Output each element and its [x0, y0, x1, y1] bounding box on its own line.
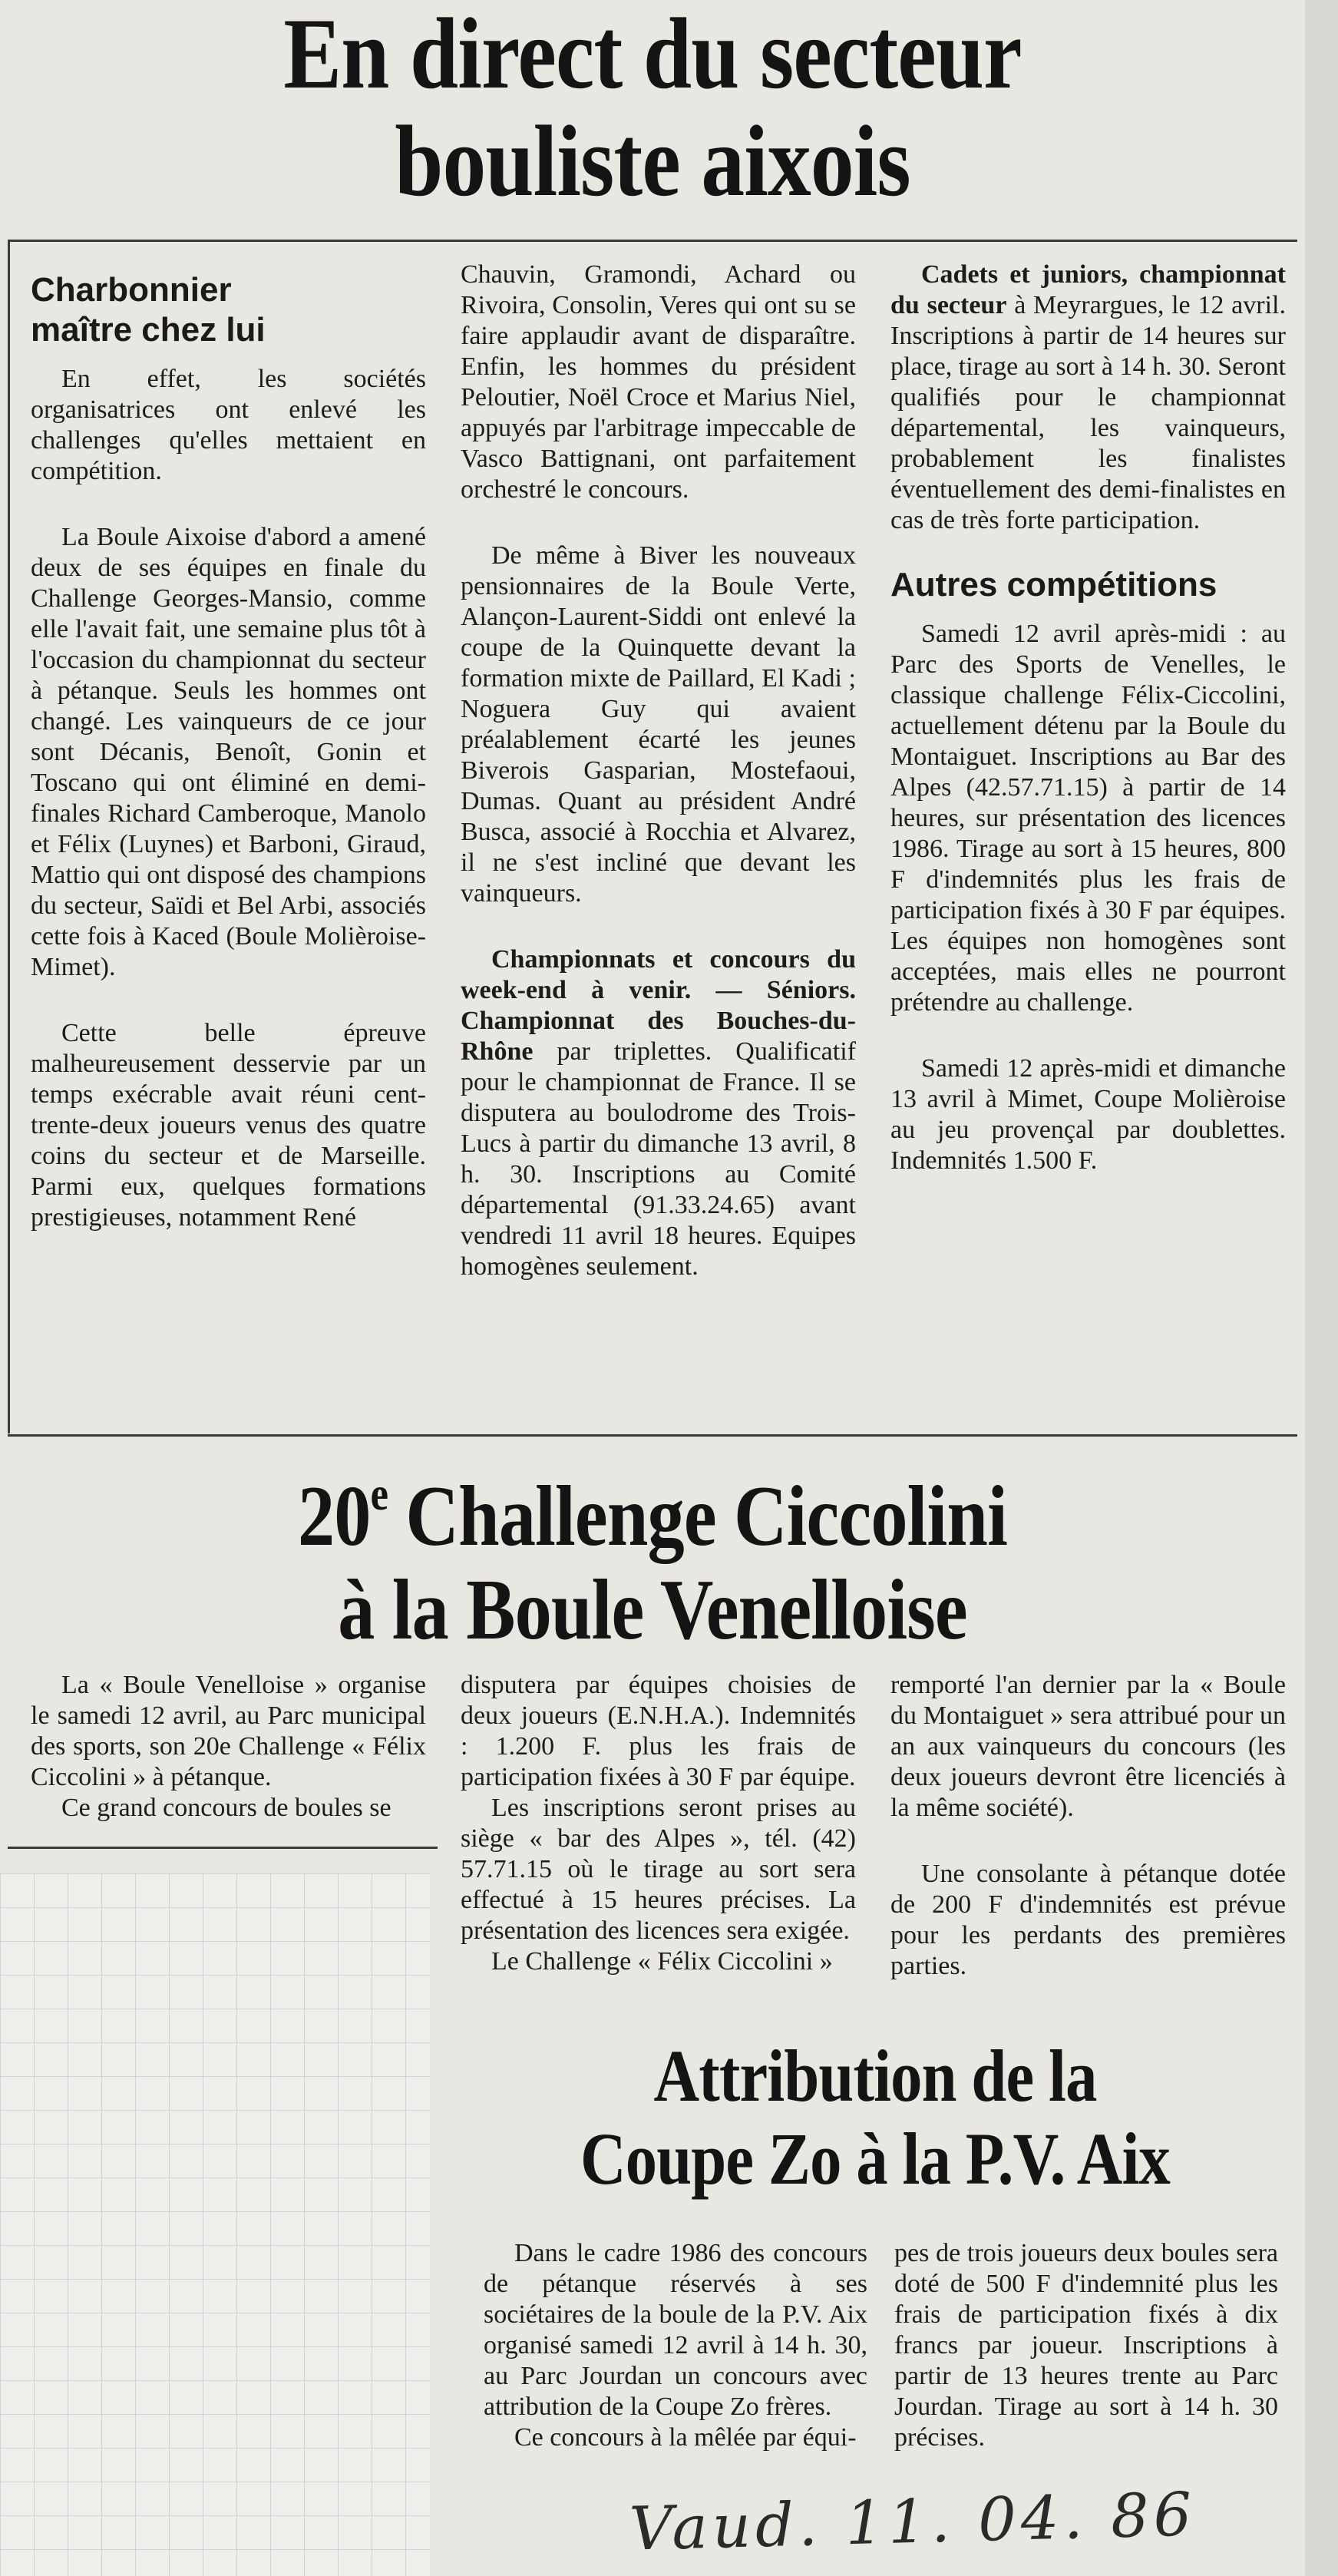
article1-column-1	[31, 270, 426, 1233]
article1-col2-paragraph: De même à Biver les nouveaux pensionnaires de la Boule Verte, Alançon-Laurent-Siddi ont enlevé la coupe de la Quinquette devant la formation mixte de Paillard, El Kadi ; Noguera Guy qui avaient préalablement écarté les jeunes Biverois Gasparian, Mostefaoui, Dumas. Quant au président André Busca, associé à Rocchia et Alvarez, il ne s'est incliné que devant les vainqueurs.	[461, 541, 856, 908]
article2-col1-paragraph: La « Boule Venelloise » organise le samedi 12 avril, au Parc municipal des sports, son 20e Challenge « Félix Ciccolini » à pétanque.	[31, 1671, 426, 1791]
championship-label: Championnats et concours du week-end à venir. — Séniors. Championnat des Bouches-du-Rhône	[461, 945, 856, 1066]
article1-subhead	[31, 270, 426, 350]
article2-col3-paragraph: remporté l'an dernier par la « Boule du Montaiguet » sera attribué pour un an aux vainqueurs du concours (les deux joueurs devront être licenciés à la même société).	[890, 1671, 1286, 1822]
article2-title-text: Challenge Ciccolini	[388, 1469, 1008, 1565]
article1-column-2	[461, 260, 856, 1282]
article2-column-2	[461, 1670, 856, 1977]
article1-col1-paragraph: Cette belle épreuve malheureusement desservie par un temps exécrable avait réuni cent-trente-deux joueurs venus des quatre coins du secteur et de Marseille. Parmi eux, quelques formations prestigieuses, notamment René	[31, 1019, 426, 1232]
article1-title	[223, 0, 1082, 215]
article2-title-line1	[157, 1447, 1148, 1563]
article1-col2-paragraph: Chauvin, Gramondi, Achard ou Rivoira, Consolin, Veres qui ont su se faire applaudir avant de disparaître. Enfin, les hommes du président Peloutier, Noël Croce et Marius Niel, appuyés par l'arbitrage impeccable de Vasco Battignani, ont parfaitement orchestré le concours.	[461, 260, 856, 504]
article3-title	[519, 2035, 1232, 2201]
cadets-label: Cadets et juniors, championnat du secteur	[890, 260, 1286, 319]
article1-col3-paragraph	[890, 260, 1286, 536]
article1-col1-paragraph: La Boule Aixoise d'abord a amené deux de ses équipes en finale du Challenge Georges-Mansio, comme elle l'avait fait, une semaine plus tôt à l'occasion du championnat du secteur à pétanque. Seuls les hommes ont changé. Les vainqueurs de ce jour sont Décanis, Benoît, Gonin et Toscano qui ont éliminé en demi-finales Richard Camberoque, Manolo et Félix (Luynes) et Barboni, Giraud, Mattio qui ont disposé des champions du secteur, Saïdi et Bel Arbi, associés cette fois à Kaced (Boule Molièroise-Mimet).	[31, 523, 426, 981]
article1-subhead-line1: Charbonnier	[31, 271, 232, 309]
article2-column-3	[890, 1670, 1286, 1982]
handwritten-date-annotation: Vaud. 11. 04. 86	[628, 2480, 1198, 2564]
article3-col1-paragraph: Ce concours à la mêlée par équi-	[514, 2423, 857, 2452]
graph-paper-backing	[0, 1873, 430, 2576]
article3-col1-paragraph: Dans le cadre 1986 des concours de pétanque réservés à ses sociétaires de la boule de la P.V. Aix organisé samedi 12 avril à 14 h. 30, au Parc Jourdan un concours avec attribution de la Coupe Zo frères.	[484, 2239, 867, 2421]
article2-column-1	[31, 1670, 426, 1824]
article2-col2-paragraph: disputera par équipes choisies de deux joueurs (E.N.H.A.). Indemnités : 1.200 F. plus les frais de participation fixées à 30 F par équipe.	[461, 1671, 856, 1791]
cadets-text: à Meyrargues, le 12 avril. Inscriptions à partir de 14 heures sur place, tirage au sort à 14 h. 30. Seront qualifiés pour le championnat départemental, les vainqueurs, probablement les finalistes éventuellement des demi-finalistes en cas de très forte participation.	[890, 291, 1286, 534]
article2-col2-paragraph: Les inscriptions seront prises au siège « bar des Alpes », tél. (42) 57.71.15 où le tirage au sort sera effectué à 15 heures précises. La présentation des licences sera exigée.	[461, 1794, 856, 1945]
article3-title-line2: Coupe Zo à la P.V. Aix	[580, 2118, 1170, 2200]
article1-col3-subhead: Autres compétitions	[890, 566, 1217, 603]
article1-title-line1: En direct du secteur	[283, 0, 1022, 110]
article2-col1-bottom-rule	[8, 1847, 438, 1849]
article2-title-line2: à la Boule Venelloise	[338, 1562, 967, 1658]
article1-col3-paragraph: Samedi 12 après-midi et dimanche 13 avril à Mimet, Coupe Molièroise au jeu provençal par doublettes. Indemnités 1.500 F.	[890, 1054, 1286, 1175]
article1-left-rule	[8, 240, 10, 1433]
article2-top-rule	[8, 1434, 1297, 1437]
article3-col2-paragraph: pes de trois joueurs deux boules sera doté de 500 F d'indemnité plus les frais de participation fixés à dix francs par joueur. Inscriptions à partir de 13 heures trente au Parc Jourdan. Tirage au sort à 14 h. 30 précises.	[894, 2239, 1278, 2452]
article2-col1-paragraph: Ce grand concours de boules se	[61, 1794, 391, 1822]
article1-col3-paragraph: Samedi 12 avril après-midi : au Parc des Sports de Venelles, le classique challenge Félix-Ciccolini, actuellement détenu par la Boule du Montaiguet. Inscriptions au Bar des Alpes (42.57.71.15) à partir de 14 heures, sur présentation des licences 1986. Tirage au sort à 15 heures, 800 F d'indemnités plus les frais de participation fixés à 30 F par équipes. Les équipes non homogènes sont acceptées, mais elles ne pourront prétendre au challenge.	[890, 620, 1286, 1017]
article1-col2-paragraph	[461, 944, 856, 1282]
article1-column-3	[890, 260, 1286, 1176]
article2-col2-paragraph: Le Challenge « Félix Ciccolini »	[491, 1947, 833, 1976]
article2-title	[157, 1447, 1148, 1657]
article1-title-line2: bouliste aixois	[395, 104, 910, 217]
championship-text: par triplettes. Qualificatif pour le championnat de France. Il se disputera au boulodrome des Trois-Lucs à partir du dimanche 13 avril, 8 h. 30. Inscriptions au Comité départemental (91.33.24.65) avant vendredi 11 avril 18 heures. Equipes homogènes seulement.	[461, 1037, 856, 1281]
article2-col3-paragraph: Une consolante à pétanque dotée de 200 F d'indemnités est prévue pour les perdants des premières parties.	[890, 1860, 1286, 1980]
article2-title-superscript: e	[370, 1468, 388, 1520]
article3-column-2	[894, 2238, 1278, 2453]
article1-col1-paragraph: En effet, les sociétés organisatrices ont enlevé les challenges qu'elles mettaient en compétition.	[31, 365, 426, 485]
article3-title-line1: Attribution de la	[653, 2035, 1097, 2117]
article1-subhead-line2: maître chez lui	[31, 311, 266, 349]
article1-top-rule	[8, 240, 1297, 242]
article3-column-1	[484, 2238, 867, 2453]
article2-title-number: 20	[297, 1469, 371, 1565]
